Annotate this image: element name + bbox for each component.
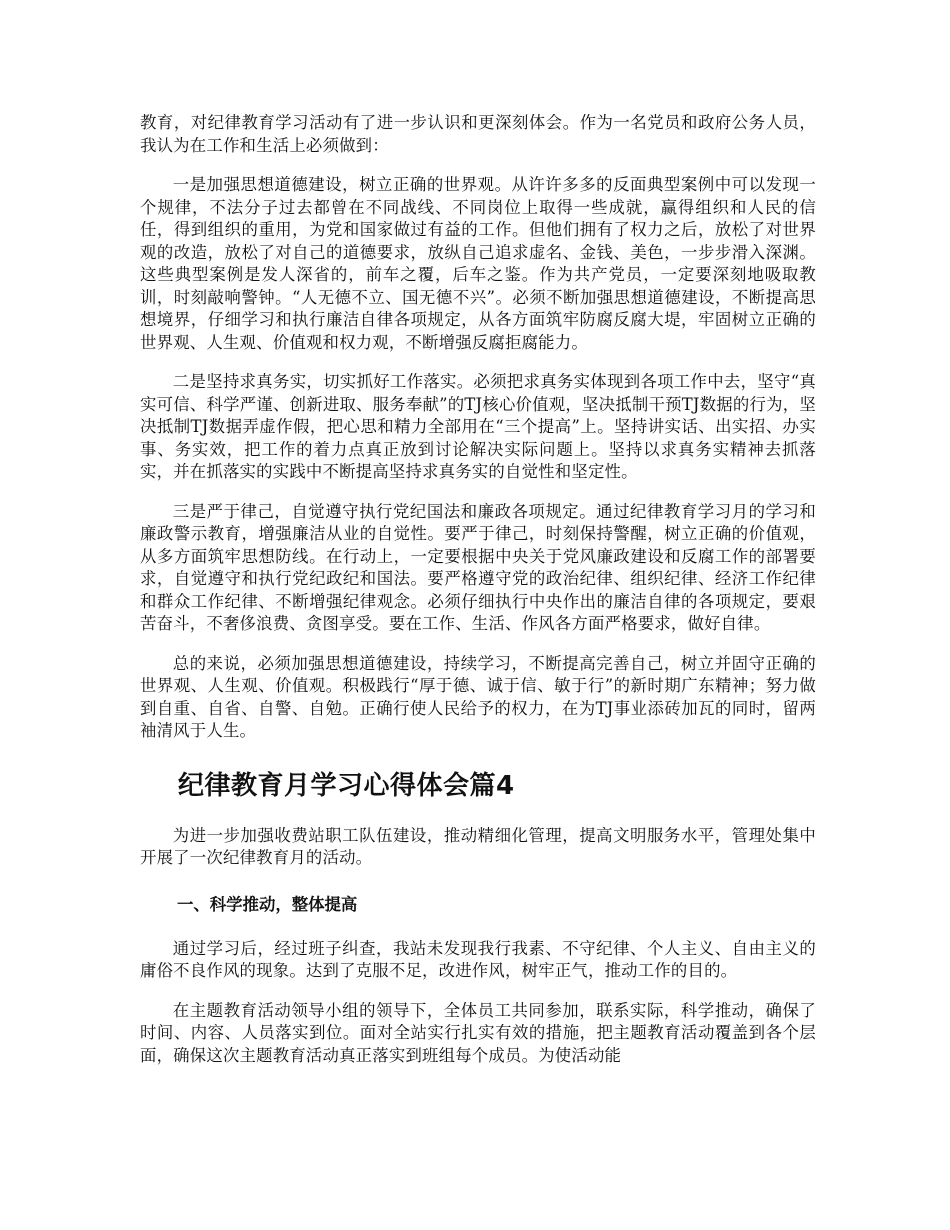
section-intro-paragraph: 为进一步加强收费站职工队伍建设，推动精细化管理，提高文明服务水平，管理处集中开展了一次纪律教育月的活动。 (140, 825, 816, 867)
section-title: 纪律教育月学习心得体会篇4 (178, 770, 515, 801)
point-two-paragraph: 二是坚持求真务实，切实抓好工作落实。必须把求真务实体现到各项工作中去，坚守“真实可信、科学严谨、创新进取、服务奉献”的TJ核心价值观，坚决抵制干预TJ数据的行为，坚决抵制TJ数据弄虚作假，把心思和精力全部用在“三个提高”上。坚持讲实话、出实招、办实事、务实效，把工作的着力点真正放到讨论解决实际问题上。坚持以求真务实精神去抓落实，并在抓落实的实践中不断提高坚持求真务实的自觉性和坚定性。 (140, 372, 816, 481)
document-page (140, 112, 816, 1067)
body-paragraph-2: 在主题教育活动领导小组的领导下，全体员工共同参加，联系实际，科学推动，确保了时间、内容、人员落实到位。面对全站实行扎实有效的措施，把主题教育活动覆盖到各个层面，确保这次主题教育活动真正落实到班组每个成员。为使活动能 (140, 1000, 816, 1065)
body-paragraph-1: 通过学习后，经过班子纠查，我站未发现我行我素、不守纪律、个人主义、自由主义的庸俗不良作风的现象。达到了克服不足，改进作风，树牢正气，推动工作的目的。 (140, 938, 816, 980)
point-three-paragraph: 三是严于律己，自觉遵守执行党纪国法和廉政各项规定。通过纪律教育学习月的学习和廉政警示教育，增强廉洁从业的自觉性。要严于律己，时刻保持警醒，树立正确的价值观，从多方面筑牢思想防线。在行动上，一定要根据中央关于党风廉政建设和反腐工作的部署要求，自觉遵守和执行党纪政纪和国法。要严格遵守党的政治纪律、组织纪律、经济工作纪律和群众工作纪律、不断增强纪律观念。必须仔细执行中央作出的廉洁自律的各项规定，要艰苦奋斗，不奢侈浪费、贪图享受。要在工作、生活、作风各方面严格要求，做好自律。 (140, 501, 816, 633)
intro-paragraph: 教育，对纪律教育学习活动有了进一步认识和更深刻体会。作为一名党员和政府公务人员，我认为在工作和生活上必须做到： (140, 113, 816, 155)
point-one-paragraph: 一是加强思想道德建设，树立正确的世界观。从许许多多的反面典型案例中可以发现一个规律，不法分子过去都曾在不同战线、不同岗位上取得一些成就，赢得组织和人民的信任，得到组织的重用，为党和国家做过有益的工作。但他们拥有了权力之后，放松了对世界观的改造，放松了对自己的道德要求，放纵自己追求虚名、金钱、美色，一步步滑入深渊。这些典型案例是发人深省的，前车之覆，后车之鉴。作为共产党员，一定要深刻地吸取教训，时刻敲响警钟。“人无德不立、国无德不兴”。必须不断加强思想道德建设，不断提高思想境界，仔细学习和执行廉洁自律各项规定，从各方面筑牢防腐反腐大堤，牢固树立正确的世界观、人生观、价值观和权力观，不断增强反腐拒腐能力。 (140, 175, 816, 352)
conclusion-paragraph: 总的来说，必须加强思想道德建设，持续学习，不断提高完善自己，树立并固守正确的世界观、人生观、价值观。积极践行“厚于德、诚于信、敏于行”的新时期广东精神；努力做到自重、自省、自警、自勉。正确行使人民给予的权力，在为TJ事业添砖加瓦的同时，留两袖清风于人生。 (140, 653, 816, 740)
subsection-heading: 一、科学推动，整体提高 (177, 894, 358, 914)
